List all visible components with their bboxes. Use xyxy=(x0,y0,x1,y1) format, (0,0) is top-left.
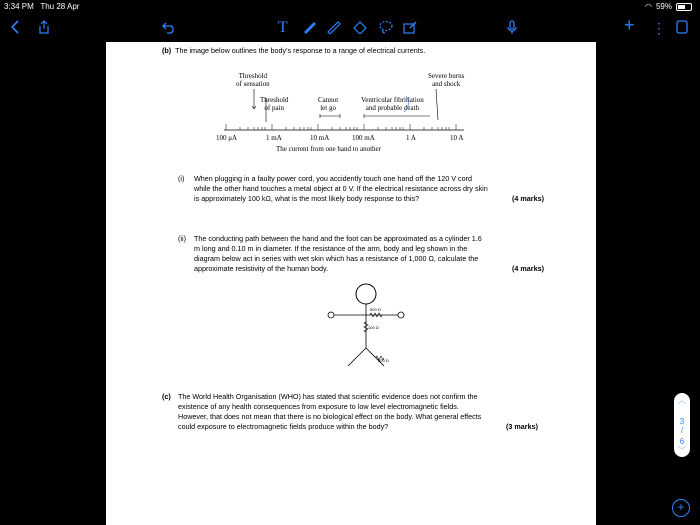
toolbar xyxy=(0,14,700,42)
marks-ii: (4 marks) xyxy=(512,264,544,273)
chevron-up-icon[interactable]: ︿ xyxy=(678,396,686,405)
current-scale-figure xyxy=(216,72,486,164)
page-icon[interactable] xyxy=(676,20,688,34)
text-icon[interactable]: T xyxy=(278,19,288,36)
tick-label: 100 μA xyxy=(216,134,238,142)
marks-i: (4 marks) xyxy=(512,194,544,203)
total-page-number: 6 xyxy=(679,437,685,446)
tick-label: 1 A xyxy=(406,134,416,142)
microphone-icon[interactable] xyxy=(506,20,518,35)
axis-caption: The current from one hand to another xyxy=(276,145,381,153)
body-resistance-figure xyxy=(326,282,406,382)
chevron-left-icon[interactable] xyxy=(10,20,20,34)
tick-label: 10 mA xyxy=(310,134,330,142)
tick-label: 10 A xyxy=(450,134,464,142)
tick-label: 1 mA xyxy=(266,134,282,142)
share-icon[interactable] xyxy=(38,20,50,34)
highlighter-icon[interactable] xyxy=(326,20,342,34)
question-b: (b) The image below outlines the body's response to a range of electrical currents. xyxy=(162,46,426,55)
lasso-icon[interactable] xyxy=(378,20,394,34)
current-page-number: 3 xyxy=(679,417,685,426)
status-bar xyxy=(0,0,700,14)
label-threshold-sensation: Threshold of sensation xyxy=(236,72,270,88)
shapes-icon[interactable] xyxy=(402,20,418,34)
zoom-icon[interactable]: + xyxy=(672,499,690,517)
plus-icon[interactable]: + xyxy=(624,15,635,35)
label-ventricular-fibrillation: Ventricular fibrillation and probable death xyxy=(361,96,424,112)
more-icon[interactable]: ⋮ xyxy=(652,20,666,36)
eraser-icon[interactable] xyxy=(352,20,368,34)
pen-icon[interactable] xyxy=(302,20,318,34)
battery-icon xyxy=(676,3,692,11)
page-separator: / xyxy=(680,426,684,435)
marks-c: (3 marks) xyxy=(506,422,538,431)
chevron-down-icon[interactable]: ﹀ xyxy=(678,446,686,455)
status-right xyxy=(645,2,692,11)
battery-percent: 59% xyxy=(655,2,672,11)
wifi-icon: ◠ xyxy=(645,2,652,11)
label-threshold-pain: Threshold of pain xyxy=(260,96,289,112)
page-indicator[interactable] xyxy=(674,393,690,457)
label-severe-burns: Severe burns and shock xyxy=(428,72,465,88)
document-page[interactable]: (b) The image below outlines the body's response to a range of electrical currents. Threshold of sensation Threshold of pain Cannot let go Ventricular fibrillation and probable death Severe burns and shock 100 μA 1 mA 10 mA 100 mA 1 A 10 A The current from one hand to another (i) When plugging in a faulty power cord, you accidently touch one hand off the 120 V cord while the other hand touches a metal object at 0 V. If the electrical resistance across dry skin is approximately 100 kΩ, what is the most likely body response to this? (4 marks) (ii) The conducting path between the hand and the foot can be approximated as a cylinder 1.6 m long and 0.10 m in diameter. If the resistance of the arm, body and leg shown in the diagram below act in series with wet skin which has a resistance of 1,000 Ω, calculate the approximate resistivity of the human body. (4 marks) 500 Ω 100 Ω 500 Ω (c) The World Health Organisation (WHO) has stated that scientific evidence does not confirm the existence of any health consequences from exposure to low level electromagnetic fields. However, that does not mean that there is no biological effect on the body. What general effects could exposure to electromagnetic fields produce within the body? (3 marks) xyxy=(106,42,596,525)
arm-resistance-label: 500 Ω xyxy=(370,307,381,312)
status-time: 3:34 PM Thu 28 Apr xyxy=(4,2,80,11)
undo-icon[interactable] xyxy=(162,20,176,34)
leg-resistance-label: 500 Ω xyxy=(378,358,389,363)
body-resistance-label: 100 Ω xyxy=(368,325,379,330)
label-cannot-let-go: Cannot let go xyxy=(318,96,339,112)
tick-label: 100 mA xyxy=(352,134,375,142)
axis-tick-labels xyxy=(216,134,486,144)
